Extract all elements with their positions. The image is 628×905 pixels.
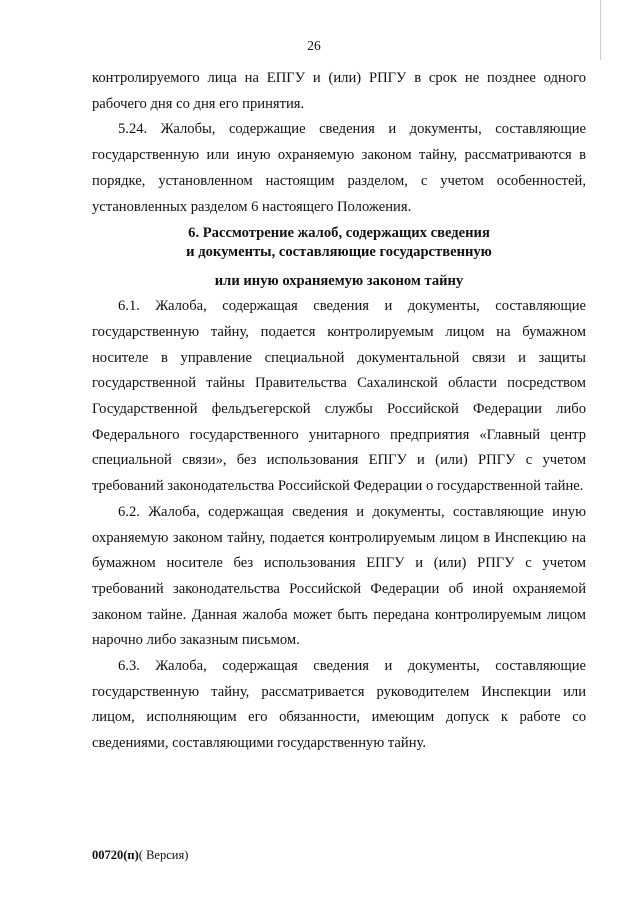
- paragraph-6-1: 6.1. Жалоба, содержащая сведения и документы, составляющие государственную тайну, подается контролируемым лицом на бумажном носителе в управление специальной документальной связи и защиты государственной тайны Правительства Сахалинской области посредством Государственной фельдъегерской службы Российской Федерации либо Федерального государственного унитарного предприятия «Главный центр специальной связи», без использования ЕПГУ и (или) РПГУ с учетом требований законодательства Российской Федерации о государственной тайне.: [92, 298, 586, 495]
- document-footer: [92, 848, 188, 863]
- paragraph-continuation: контролируемого лица на ЕПГУ и (или) РПГУ в срок не позднее одного рабочего дня со дня его принятия.: [92, 70, 586, 112]
- paragraph-6-2: 6.2. Жалоба, содержащая сведения и документы, составляющие иную охраняемую законом тайну, подается контролируемым лицом в Инспекцию на бумажном носителе без использования ЕПГУ и (или) РПГУ с учетом требований законодательства Российской Федерации об иной охраняемой законом тайне. Данная жалоба может быть передана контролируемым лицом нарочно либо заказным письмом.: [92, 503, 586, 649]
- section-title-line-3: или иную охраняемую законом тайну: [214, 273, 464, 290]
- section-title-line-1: 6. Рассмотрение жалоб, содержащих сведения: [188, 225, 490, 242]
- paragraph-5-24: 5.24. Жалобы, содержащие сведения и документы, составляющие государственную или иную охраняемую законом тайну, рассматриваются в порядке, установленном настоящим разделом, с учетом особенностей, установленных разделом 6 настоящего Положения.: [92, 121, 586, 215]
- paragraph-6-3: 6.3. Жалоба, содержащая сведения и документы, составляющие государственную тайну, рассматривается руководителем Инспекции или лицом, исполняющим его обязанности, имеющим допуск к работе со сведениями, составляющими государственную тайну.: [92, 658, 586, 752]
- page-number: 26: [307, 38, 321, 53]
- footer-document-code: 00720(п): [92, 848, 139, 862]
- section-title-line-2: и документы, составляющие государственную: [186, 244, 492, 261]
- footer-version: ( Версия): [138, 848, 189, 862]
- document-body: [92, 66, 586, 757]
- section-6-title: [92, 220, 586, 291]
